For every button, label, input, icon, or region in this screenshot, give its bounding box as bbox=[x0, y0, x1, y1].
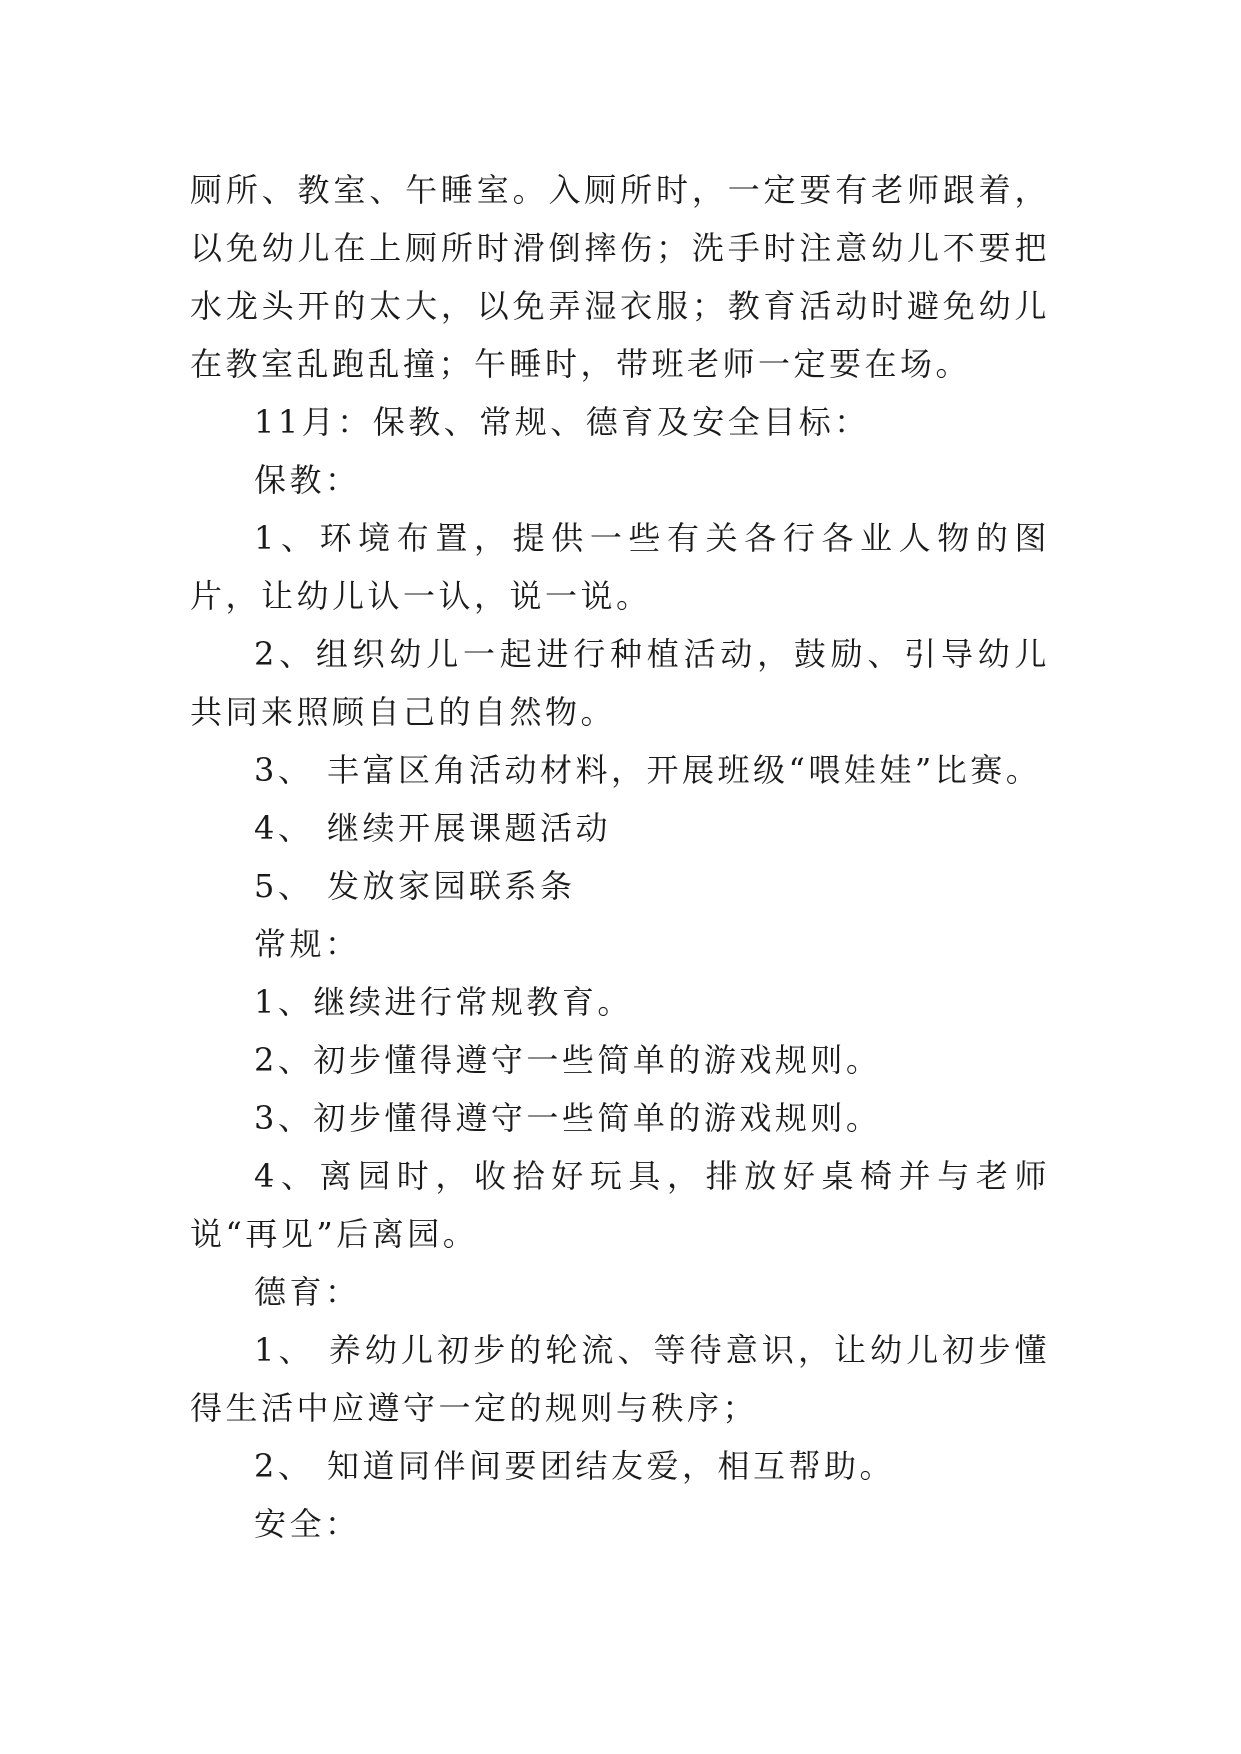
list-item: 3、 丰富区角活动材料，开展班级“喂娃娃”比赛。 bbox=[254, 751, 1042, 789]
list-item: 4、 继续开展课题活动 bbox=[254, 809, 612, 847]
section-heading: 德育： bbox=[254, 1273, 361, 1311]
list-item: 2、 知道同伴间要团结友爱，相互帮助。 bbox=[254, 1447, 896, 1485]
list-item: 4、离园时，收拾好玩具，排放好桌椅并与老师说“再见”后离园。 bbox=[190, 1157, 1050, 1253]
list-item: 2、初步懂得遵守一些简单的游戏规则。 bbox=[254, 1041, 882, 1079]
list-item: 1、 养幼儿初步的轮流、等待意识，让幼儿初步懂得生活中应遵守一定的规则与秩序； bbox=[190, 1331, 1050, 1427]
section-heading: 常规： bbox=[254, 925, 361, 963]
list-item: 5、 发放家园联系条 bbox=[254, 867, 576, 905]
list-item: 1、继续进行常规教育。 bbox=[254, 983, 633, 1021]
section-heading: 安全： bbox=[254, 1505, 361, 1543]
paragraph: 11月：保教、常规、德育及安全目标： bbox=[254, 403, 870, 441]
list-item: 1、环境布置，提供一些有关各行各业人物的图片，让幼儿认一认，说一说。 bbox=[190, 519, 1050, 615]
document-body bbox=[190, 161, 1050, 1553]
list-item: 2、组织幼儿一起进行种植活动，鼓励、引导幼儿共同来照顾自己的自然物。 bbox=[190, 635, 1050, 731]
section-heading: 保教： bbox=[254, 461, 361, 499]
list-item: 3、初步懂得遵守一些简单的游戏规则。 bbox=[254, 1099, 882, 1137]
paragraph: 厕所、教室、午睡室。入厕所时，一定要有老师跟着，以免幼儿在上厕所时滑倒摔伤；洗手时注意幼儿不要把水龙头开的太大，以免弄湿衣服；教育活动时避免幼儿在教室乱跑乱撞；午睡时，带班老师一定要在场。 bbox=[190, 171, 1050, 383]
